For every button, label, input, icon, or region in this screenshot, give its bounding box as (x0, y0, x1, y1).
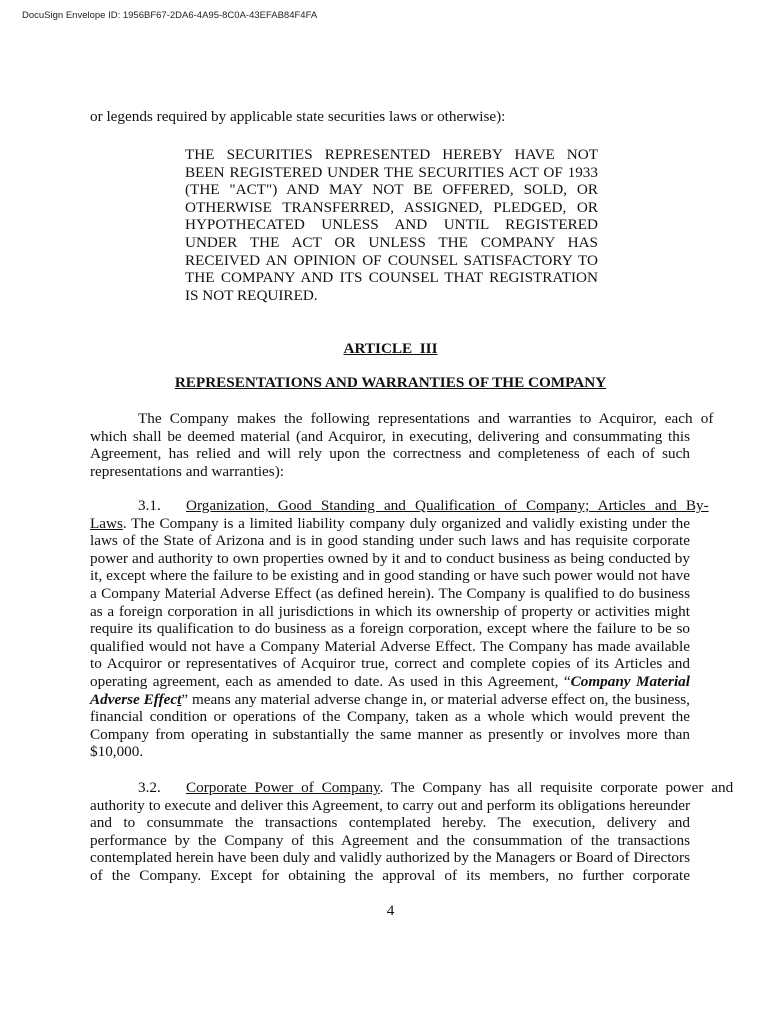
body-line: a Company Material Adverse Effect (as defined herein). The Company is qualified to do business (90, 584, 690, 602)
body-line: to Acquiror or representatives of Acquiror true, correct and complete copies of its Articles and (90, 655, 690, 673)
article-title: REPRESENTATIONS AND WARRANTIES OF THE COMPANY (174, 374, 607, 391)
body-line: qualified would not have a Company Material Adverse Effect. The Company has made available (90, 637, 690, 655)
legend-line: BEEN REGISTERED UNDER THE SECURITIES ACT OF 1933 (185, 163, 598, 181)
section-heading: Organization, Good Standing and Qualification of Company; Articles and By- (186, 497, 709, 514)
preamble-line: Agreement, has relied and will rely upon the correctness and completeness of each of such (90, 445, 690, 463)
defined-term: Adverse Effec (90, 690, 178, 708)
body-line: performance by the Company of this Agreement and the consummation of the transactions (90, 831, 690, 849)
body-text: . The Company is a limited liability company duly organized and validly existing under the (122, 514, 690, 532)
body-line: contemplated herein have been duly and validly authorized by the Managers or Board of Directors (90, 849, 690, 867)
preamble-paragraph (90, 410, 714, 480)
defined-term: t (177, 690, 182, 708)
section-number: 3.2. (138, 779, 161, 796)
body-line: require its qualification to do business as a foreign corporation, except where the failure to be so (90, 620, 690, 638)
body-line: power and authority to own properties owned by it and to conduct business as being conducted by (90, 549, 690, 567)
body-line: it, except where the failure to be existing and in good standing or have such power would not have (90, 567, 690, 585)
defined-term: Company Material (570, 672, 690, 690)
preamble-line: which shall be deemed material (and Acquiror, in executing, delivering and consummating this (90, 427, 690, 445)
preamble-line: The Company makes the following representations and warranties to Acquiror, each of (138, 410, 714, 427)
section-3-2 (90, 779, 734, 885)
section-number: 3.1. (138, 497, 161, 514)
section-heading: Corporate Power of Company (186, 779, 380, 796)
page-number: 4 (386, 902, 395, 919)
body-text: ” means any material adverse change in, or material adverse effect on, the business, (181, 690, 690, 708)
section-heading: Laws (90, 514, 123, 532)
legend-line: HYPOTHECATED UNLESS AND UNTIL REGISTERED (185, 216, 598, 234)
body-line: of the Company. Except for obtaining the approval of its members, no further corporate (90, 866, 690, 884)
body-text: operating agreement, each as amended to date. As used in this Agreement, “ (90, 672, 571, 690)
body-line: $10,000. (90, 743, 144, 761)
body-line: Company from operating in substantially the same manner as presently or involves more than (90, 725, 690, 743)
legend-line: OTHERWISE TRANSFERRED, ASSIGNED, PLEDGED, OR (185, 198, 598, 216)
body-line: authority to execute and deliver this Agreement, to carry out and perform its obligations hereunder (90, 796, 690, 814)
legend-line: (THE "ACT") AND MAY NOT BE OFFERED, SOLD, OR (185, 181, 598, 199)
legend-line: UNDER THE ACT OR UNLESS THE COMPANY HAS (185, 233, 598, 251)
body-text: . The Company has all requisite corporate power and (379, 779, 734, 796)
article-number: ARTICLE III (343, 340, 438, 357)
intro-line: or legends required by applicable state securities laws or otherwise): (90, 108, 506, 125)
body-line: as a foreign corporation in all jurisdictions in which its ownership of property or activities might (90, 602, 690, 620)
legend-line: RECEIVED AN OPINION OF COUNSEL SATISFACTORY TO (185, 251, 598, 269)
body-line: financial condition or operations of the Company, taken as a whole which would prevent the (90, 708, 690, 726)
docusign-envelope-id: DocuSign Envelope ID: 1956BF67-2DA6-4A95-8C0A-43EFAB84F4FA (22, 10, 318, 21)
legend-line: THE SECURITIES REPRESENTED HEREBY HAVE NOT (185, 146, 598, 163)
body-line: and to consummate the transactions contemplated hereby. The execution, delivery and (90, 814, 690, 832)
body-line: laws of the State of Arizona and is in good standing under such laws and has requisite corporate (90, 532, 690, 550)
securities-legend (185, 146, 598, 304)
legend-line: THE COMPANY AND ITS COUNSEL THAT REGISTRATION (185, 269, 598, 287)
preamble-line: representations and warranties): (90, 462, 284, 480)
legend-line: IS NOT REQUIRED. (185, 286, 318, 304)
section-3-1 (90, 497, 709, 761)
